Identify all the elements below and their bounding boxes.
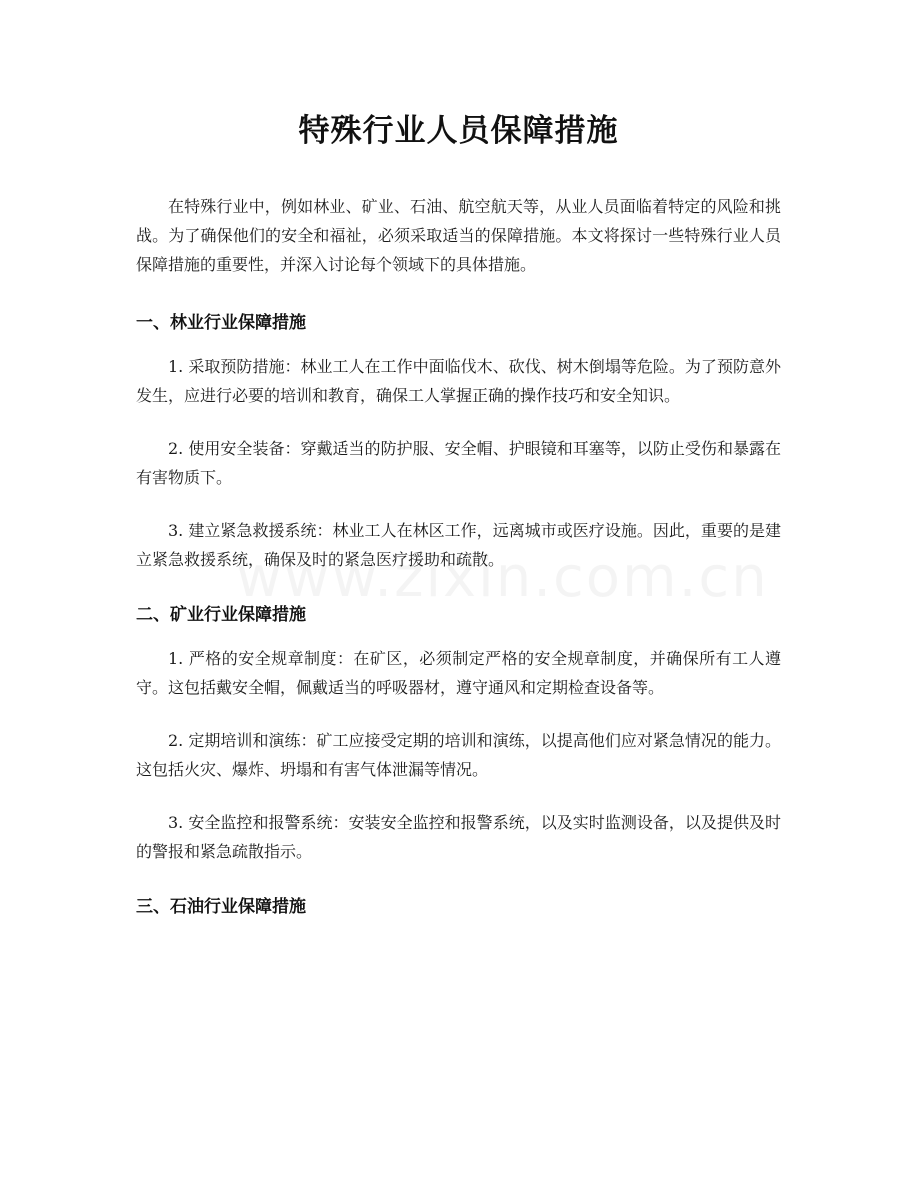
list-item: 3. 安全监控和报警系统：安装安全监控和报警系统，以及实时监测设备，以及提供及时的警报和紧急疏散指示。: [136, 813, 781, 861]
intro-paragraph: 在特殊行业中，例如林业、矿业、石油、航空航天等，从业人员面临着特定的风险和挑战。为了确保他们的安全和福祉，必须采取适当的保障措施。本文将探讨一些特殊行业人员保障措施的重要性，并深入讨论每个领域下的具体措施。: [136, 197, 781, 274]
list-item: 2. 定期培训和演练：矿工应接受定期的培训和演练，以提高他们应对紧急情况的能力。这包括火灾、爆炸、坍塌和有害气体泄漏等情况。: [136, 731, 781, 779]
list-item: 3. 建立紧急救援系统：林业工人在林区工作，远离城市或医疗设施。因此，重要的是建立紧急救援系统，确保及时的紧急医疗援助和疏散。: [136, 521, 781, 569]
section-heading-forestry: 一、林业行业保障措施: [136, 313, 306, 333]
section-heading-mining: 二、矿业行业保障措施: [136, 605, 306, 625]
list-item: 2. 使用安全装备：穿戴适当的防护服、安全帽、护眼镜和耳塞等，以防止受伤和暴露在有害物质下。: [136, 439, 781, 487]
section-heading-petroleum: 三、石油行业保障措施: [136, 897, 306, 917]
page-title: 特殊行业人员保障措施: [298, 113, 619, 149]
list-item: 1. 采取预防措施：林业工人在工作中面临伐木、砍伐、树木倒塌等危险。为了预防意外发生，应进行必要的培训和教育，确保工人掌握正确的操作技巧和安全知识。: [136, 357, 781, 405]
list-item: 1. 严格的安全规章制度：在矿区，必须制定严格的安全规章制度，并确保所有工人遵守。这包括戴安全帽，佩戴适当的呼吸器材，遵守通风和定期检查设备等。: [136, 649, 781, 697]
document-page: [136, 0, 781, 922]
